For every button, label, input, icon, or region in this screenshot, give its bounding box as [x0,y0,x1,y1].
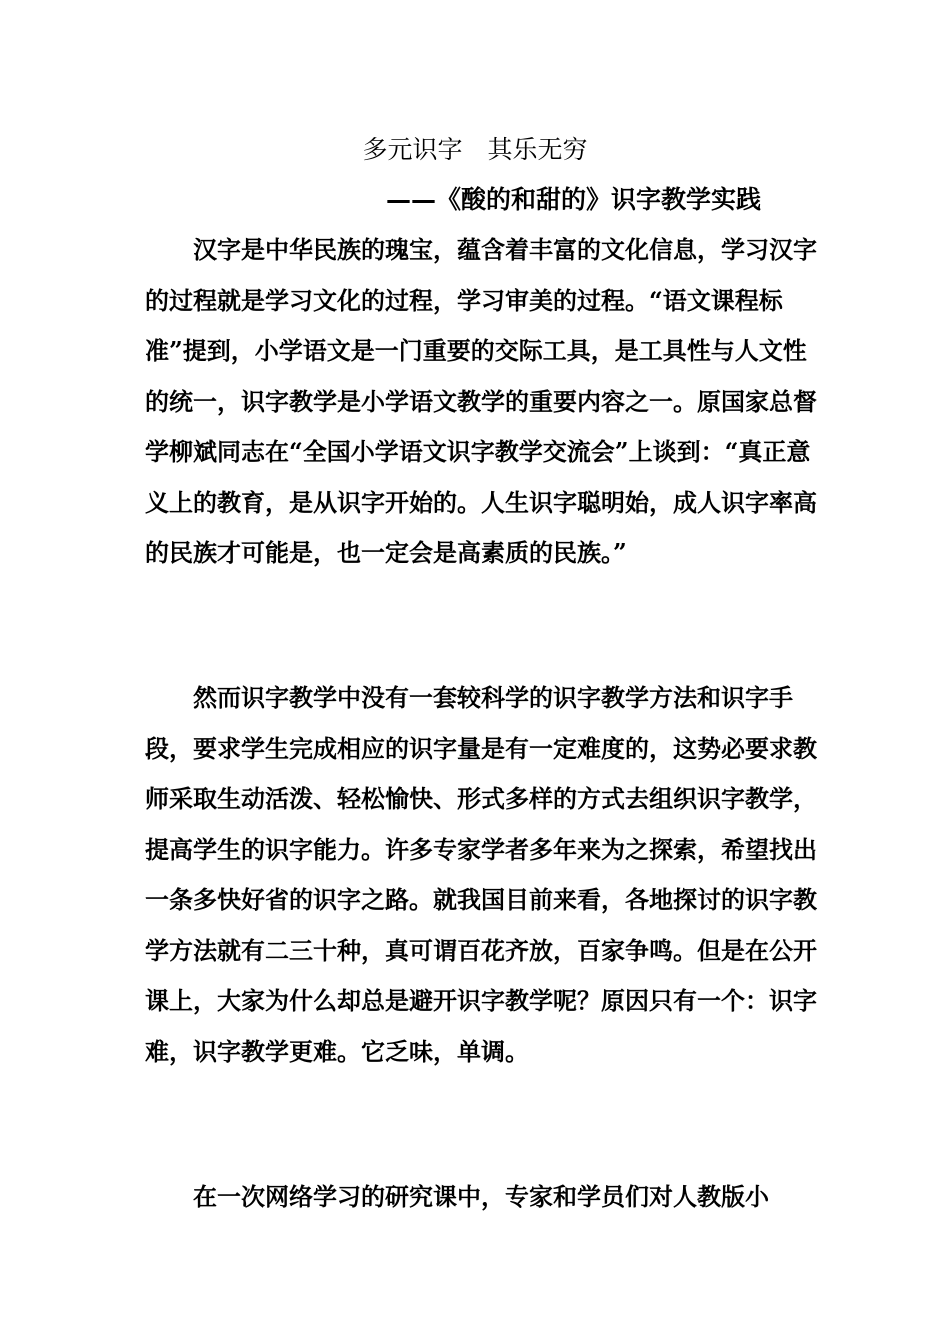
paragraph-2: 然而识字教学中没有一套较科学的识字教学方法和识字手段，要求学生完成相应的识字量是有一定难度的，这势必要求教师采取生动活泼、轻松愉快、形式多样的方式去组织识字教学，提高学生的识字能力。许多专家学者多年来为之探索，希望找出一条多快好省的识字之路。就我国目前来看，各地探讨的识字教学方法就有二三十种，真可谓百花齐放，百家争鸣。但是在公开课上，大家为什么却总是避开识字教学呢？原因只有一个：识字难，识字教学更难。它乏味，单调。 [145,683,817,1066]
document-subtitle: ——《酸的和甜的》识字教学实践 [386,185,762,214]
document-title: 多元识字 其乐无穷 [362,135,588,164]
paragraph-3: 在一次网络学习的研究课中，专家和学员们对人教版小 [193,1182,769,1211]
paragraph-1: 汉字是中华民族的瑰宝，蕴含着丰富的文化信息，学习汉字的过程就是学习文化的过程，学习审美的过程。“语文课程标准”提到，小学语文是一门重要的交际工具，是工具性与人文性的统一，识字教学是小学语文教学的重要内容之一。原国家总督学柳斌同志在“全国小学语文识字教学交流会”上谈到：“真正意义上的教育，是从识字开始的。人生识字聪明始，成人识字率高的民族才可能是，也一定会是高素质的民族。” [145,235,817,567]
